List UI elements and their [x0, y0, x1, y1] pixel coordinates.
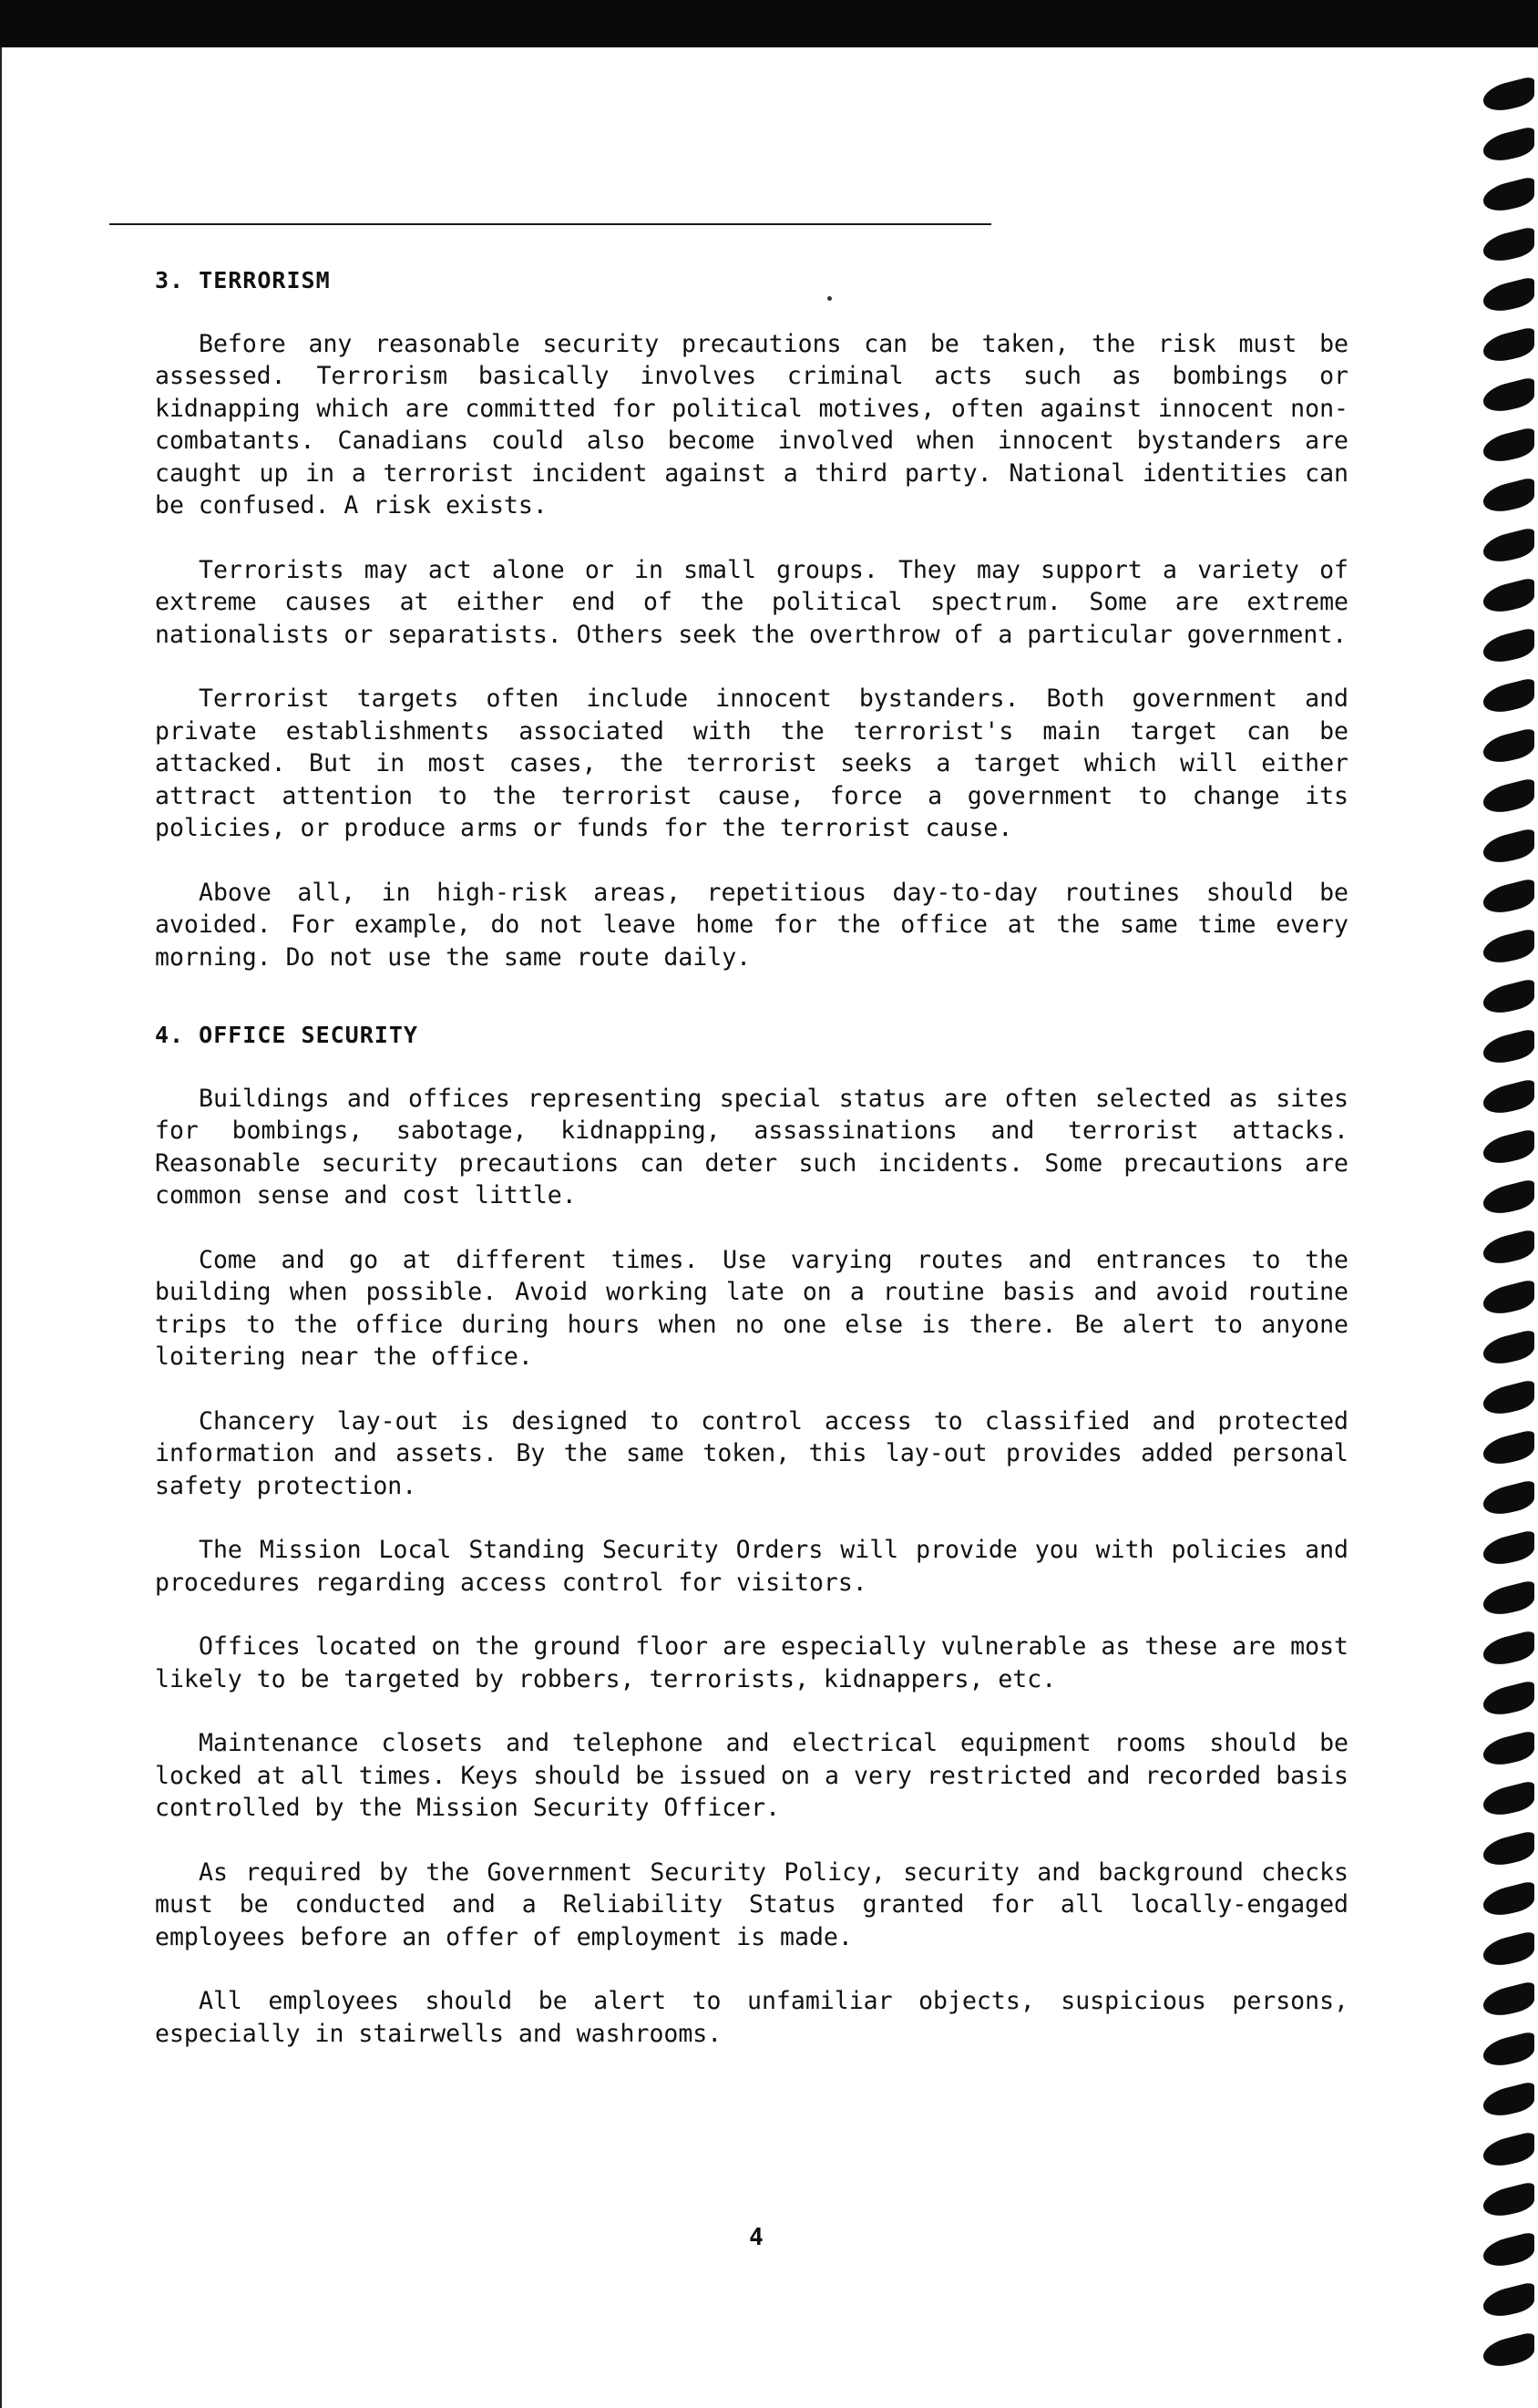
binding-ring — [1483, 1830, 1534, 1870]
paragraph — [155, 1857, 1348, 1954]
binding-ring — [1483, 1930, 1534, 1971]
paragraph — [155, 1083, 1348, 1212]
binding-ring — [1483, 2231, 1534, 2271]
binding-ring — [1483, 777, 1534, 818]
binding-ring — [1483, 76, 1534, 116]
binding-ring — [1483, 677, 1534, 717]
binding-ring — [1483, 477, 1534, 517]
binding-ring — [1483, 828, 1534, 868]
binding-ring — [1483, 928, 1534, 968]
binding-ring — [1483, 878, 1534, 918]
section-heading-terrorism: 3. TERRORISM — [155, 267, 331, 293]
binding-ring — [1483, 2131, 1534, 2171]
binding-ring — [1483, 427, 1534, 467]
binding-ring — [1483, 727, 1534, 767]
paragraph-text: Above all, in high-risk areas, repetitious day-to-day routines should be avoided. For example, do not leave home for the office at the same time every morning. Do not use the same route daily. — [155, 878, 1348, 972]
binding-ring — [1483, 1981, 1534, 2021]
paragraph — [155, 1534, 1348, 1599]
binding-ring — [1483, 1329, 1534, 1369]
paragraph-text: Maintenance closets and telephone and electrical equipment rooms should be locked at all times. Keys should be issued on a very restricted and recorded basis controlled by the Mission Security Officer. — [155, 1729, 1348, 1822]
paragraph — [155, 1985, 1348, 2050]
binding-ring — [1483, 1880, 1534, 1920]
binding-ring — [1483, 1479, 1534, 1519]
binding-ring — [1483, 376, 1534, 417]
paragraph-text: Chancery lay-out is designed to control access to classified and protected information and assets. By the same token, this lay-out provides added personal safety protection. — [155, 1406, 1348, 1500]
binding-ring — [1483, 627, 1534, 667]
binding-ring — [1483, 1128, 1534, 1168]
paragraph — [155, 1631, 1348, 1695]
binding-ring — [1483, 1178, 1534, 1219]
paragraph — [155, 683, 1348, 845]
binding-ring — [1483, 2081, 1534, 2121]
paragraph-text: Terrorists may act alone or in small groups. They may support a variety of extreme causes at either end of the political spectrum. Some are extreme nationalists or separatists. Others seek the overthrow of a particular government. — [155, 555, 1348, 649]
binding-ring — [1483, 1630, 1534, 1670]
binding-ring — [1483, 1229, 1534, 1269]
paragraph — [155, 1244, 1348, 1374]
binding-ring — [1483, 527, 1534, 567]
paragraph-text: As required by the Government Security Policy, security and background checks must be conducted and a Reliability Status granted for all locally-engaged employees before an offer of employment is made. — [155, 1857, 1348, 1951]
binding-ring — [1483, 1078, 1534, 1118]
binding-ring — [1483, 1028, 1534, 1068]
paragraph — [155, 328, 1348, 522]
binding-ring — [1483, 176, 1534, 216]
binding-ring — [1483, 1780, 1534, 1820]
binding-ring — [1483, 1730, 1534, 1770]
binding-ring — [1483, 577, 1534, 617]
scan-top-border — [0, 0, 1538, 47]
paragraph — [155, 554, 1348, 652]
binding-ring — [1483, 2281, 1534, 2321]
page-number: 4 — [749, 2224, 764, 2251]
document-body — [155, 264, 1348, 2082]
paragraph-text: The Mission Local Standing Security Orders will provide you with policies and procedures regarding access control for visitors. — [155, 1536, 1348, 1597]
binding-ring — [1483, 1680, 1534, 1720]
binding-ring — [1483, 326, 1534, 366]
paragraph-text: Come and go at different times. Use varying routes and entrances to the building when possible. Avoid working late on a routine basis and avoid routine trips to the office during hours when no one else is there. Be alert to anyone loitering near the office. — [155, 1245, 1348, 1371]
paragraph — [155, 1405, 1348, 1503]
header-rule — [109, 223, 991, 225]
binding-ring — [1483, 1379, 1534, 1419]
binding-ring — [1483, 276, 1534, 316]
binding-ring — [1483, 1529, 1534, 1569]
paragraph — [155, 877, 1348, 974]
binding-ring — [1483, 1429, 1534, 1469]
spiral-binding — [1463, 55, 1538, 2408]
binding-ring — [1483, 978, 1534, 1018]
paragraph-text: Terrorist targets often include innocent bystanders. Both government and private establishments associated with the terrorist's main target can be attacked. But in most cases, the terrorist seeks a target which will either attract attention to the terrorist cause, force a government to change its policies, or produce arms or funds for the terrorist cause. — [155, 684, 1348, 842]
binding-ring — [1483, 226, 1534, 266]
binding-ring — [1483, 2031, 1534, 2071]
scan-left-edge — [0, 47, 2, 2408]
paragraph-text: Offices located on the ground floor are especially vulnerable as these are most likely to be targeted by robbers, terrorists, kidnappers, etc. — [155, 1632, 1348, 1693]
section-heading-office-security: 4. OFFICE SECURITY — [155, 1022, 418, 1048]
paragraph-text: Before any reasonable security precautions can be taken, the risk must be assessed. Terrorism basically involves criminal acts such as bombings or kidnapping which are committed for political motives, often against innocent non-combatants. Canadians could also become involved when innocent bystanders are caught up in a terrorist incident against a third party. National identities can be confused. A risk exists. — [155, 329, 1348, 520]
binding-ring — [1483, 1580, 1534, 1620]
paragraph-text: Buildings and offices representing special status are often selected as sites for bombings, sabotage, kidnapping, assassinations and terrorist attacks. Reasonable security precautions can deter such incidents. Some precautions are common sense and cost little. — [155, 1084, 1348, 1209]
binding-ring — [1483, 1279, 1534, 1319]
paragraph — [155, 1727, 1348, 1825]
binding-ring — [1483, 126, 1534, 166]
binding-ring — [1483, 2181, 1534, 2221]
paragraph-text: All employees should be alert to unfamiliar objects, suspicious persons, especially in stairwells and washrooms. — [155, 1987, 1348, 2048]
binding-ring — [1483, 2331, 1534, 2372]
